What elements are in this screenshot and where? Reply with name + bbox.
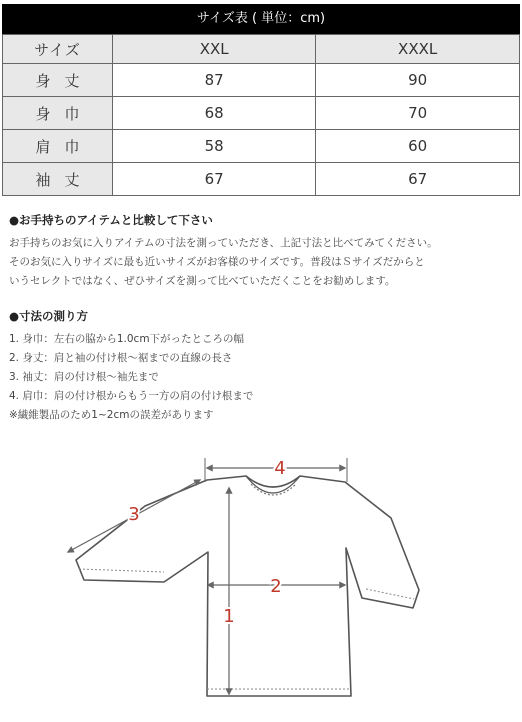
- compare-heading: ●お手持ちのアイテムと比較して下さい: [9, 213, 213, 227]
- row-label-sleeve-length: 袖丈: [3, 163, 113, 196]
- long-sleeve-shirt-diagram: [0, 448, 522, 718]
- table-row: [3, 97, 520, 130]
- row-label-body-length: 身丈: [3, 64, 113, 97]
- row-label-body-width: 身巾: [3, 97, 113, 130]
- cell-xxl: 87: [113, 64, 316, 97]
- size-chart: [2, 34, 520, 196]
- measurement-diagram: [0, 448, 522, 718]
- header-size-label: サイズ: [3, 35, 113, 64]
- row-label-shoulder-width: 肩巾: [3, 130, 113, 163]
- notice-line: そのお気に入りサイズに最も近いサイズがお客様のサイズです。普段はＳサイズだからと: [9, 256, 425, 268]
- cell-xxxl: 90: [316, 64, 520, 97]
- cell-xxl: 58: [113, 130, 316, 163]
- compare-notice: [9, 212, 519, 291]
- label-two: 2: [270, 576, 282, 597]
- size-table-header-row: [3, 35, 520, 64]
- measure-item: 4. 肩巾：肩の付け根からもう一方の肩の付け根まで: [9, 390, 254, 402]
- notice-line: お手持ちのお気に入りアイテムの寸法を測っていただき、上記寸法と比べてみてください。: [9, 237, 438, 249]
- header-xxxl: XXXL: [316, 35, 520, 64]
- cell-xxxl: 67: [316, 163, 520, 196]
- measure-item: 2. 身丈：肩と袖の付け根～裾までの直線の長さ: [9, 352, 233, 364]
- measure-note: ※繊維製品のため1~2cmの誤差があります: [9, 409, 214, 421]
- size-table-title: サイズ表 ( 単位：cm): [2, 4, 520, 34]
- cell-xxl: 67: [113, 163, 316, 196]
- measure-item: 3. 袖丈：肩の付け根～袖先まで: [9, 371, 159, 383]
- notice-line: いうセレクトではなく、ぜひサイズを測って比べていただくことをお勧めします。: [9, 275, 396, 287]
- label-four: 4: [274, 458, 286, 479]
- cell-xxxl: 70: [316, 97, 520, 130]
- table-row: [3, 163, 520, 196]
- measure-guide: [9, 308, 519, 425]
- measure-heading: ●寸法の測り方: [9, 309, 89, 323]
- measure-item: 1. 身巾：左右の脇から1.0cm下がったところの幅: [9, 333, 245, 345]
- cell-xxxl: 60: [316, 130, 520, 163]
- label-three: 3: [128, 504, 140, 525]
- table-row: [3, 130, 520, 163]
- header-xxl: XXL: [113, 35, 316, 64]
- label-one: 1: [223, 606, 235, 627]
- table-row: [3, 64, 520, 97]
- size-table: [2, 4, 520, 196]
- cell-xxl: 68: [113, 97, 316, 130]
